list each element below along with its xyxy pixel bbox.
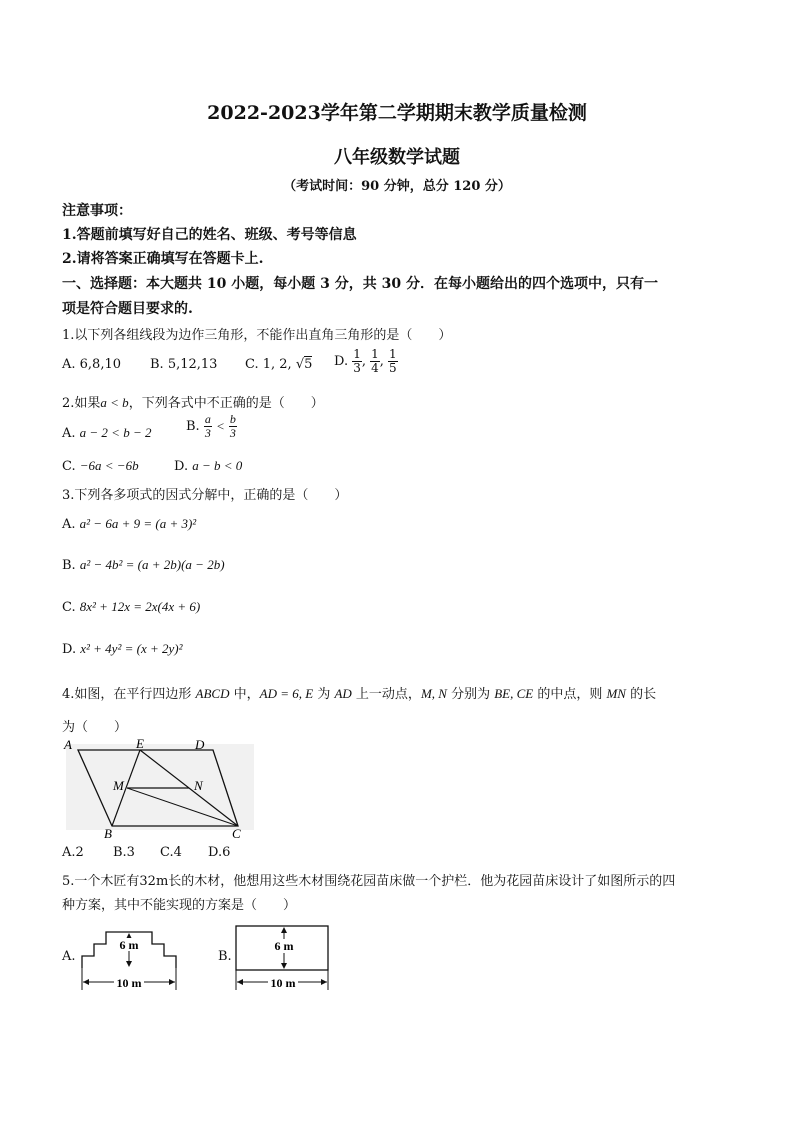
width-label: 10 m bbox=[116, 976, 142, 990]
q1-option-d-prefix: D. bbox=[334, 354, 353, 369]
fraction-b-over-3: $\frac{b}{3}$ bbox=[229, 412, 236, 440]
q3-option-d: D. x² + 4y² = (x + 2y)² bbox=[62, 641, 183, 657]
q2-option-b: B. $\frac{a}{3}$ < $\frac{b}{3}$ bbox=[186, 412, 236, 440]
width-label: 10 m bbox=[270, 976, 296, 990]
q1-option-c-root: 5 bbox=[304, 357, 313, 372]
q4-stem-line2: 为（ ） bbox=[62, 720, 128, 735]
label-e: E bbox=[136, 738, 144, 751]
exam-subtitle: 八年级数学试题 bbox=[334, 147, 460, 168]
label-c: C bbox=[232, 826, 241, 840]
label-a: A bbox=[64, 738, 72, 752]
q1-option-c bbox=[245, 357, 312, 372]
q5-stem-line1: 5.一个木匠有32m长的木材，他想用这些木材围绕花园苗床做一个护栏．他为花园苗床设计了如图所示的四 bbox=[62, 874, 676, 889]
q1-option-d: D. $\frac{1}{3}$ , $\frac{1}{4}$ , $\frac{1}{5}$ bbox=[334, 347, 397, 375]
height-arrow-down bbox=[281, 963, 287, 969]
q1-option-b: B. 5,12,13 bbox=[150, 357, 218, 372]
section1-instructions-line1: 一、选择题：本大题共 10 小题，每小题 3 分，共 30 分．在每小题给出的四个选项中，只有一 bbox=[62, 276, 658, 292]
width-arrow-right bbox=[169, 979, 175, 985]
q2-option-a: A. a − 2 < b − 2 bbox=[62, 425, 152, 441]
width-arrow-left bbox=[237, 979, 243, 985]
label-d: D bbox=[195, 738, 205, 752]
height-arrow-up bbox=[281, 927, 287, 933]
q5-figure-b bbox=[228, 920, 338, 992]
height-label: 6 m bbox=[119, 938, 139, 952]
q2-option-d: D. a − b < 0 bbox=[174, 458, 243, 474]
notes-heading: 注意事项： bbox=[62, 203, 132, 219]
label-m: M bbox=[113, 778, 124, 793]
height-label: 6 m bbox=[274, 939, 294, 953]
label-n: N bbox=[194, 778, 203, 793]
q1-option-c-prefix: C. 1, 2, bbox=[245, 357, 296, 372]
q2-stem: 2.如果a < b，下列各式中不正确的是（ ） bbox=[62, 395, 324, 411]
fraction-one-fifth: $\frac{1}{5}$ bbox=[389, 347, 397, 375]
sqrt-symbol: √ bbox=[295, 357, 305, 372]
q5-figure-b-label: B. bbox=[218, 949, 232, 964]
notes-item-2: 2.请将答案正确填写在答题卡上. bbox=[62, 251, 264, 267]
q5-figure-a-label: A. bbox=[62, 949, 76, 964]
q4-option-a: A.2 bbox=[62, 845, 84, 860]
q3-option-b: B. a² − 4b² = (a + 2b)(a − 2b) bbox=[62, 557, 225, 573]
q3-stem: 3.下列各多项式的因式分解中，正确的是（ ） bbox=[62, 488, 348, 503]
fraction-one-third: $\frac{1}{3}$ bbox=[353, 347, 361, 375]
q4-option-d: D.6 bbox=[208, 845, 231, 860]
q4-stem-line1: 4.如图，在平行四边形 ABCD 中，AD = 6, E 为 AD 上一动点，M, N 分别为 BE, CE 的中点，则 MN 的长 bbox=[62, 686, 657, 702]
q4-option-b: B.3 bbox=[113, 845, 135, 860]
q3-option-a: A. a² − 6a + 9 = (a + 3)² bbox=[62, 516, 197, 532]
q1-stem: 1.以下列各组线段为边作三角形，不能作出直角三角形的是（ ） bbox=[62, 328, 452, 343]
width-arrow-right bbox=[321, 979, 327, 985]
label-b: B bbox=[104, 826, 112, 840]
parallelogram-figure bbox=[60, 738, 260, 840]
notes-item-1: 1.答题前填写好自己的姓名、班级、考号等信息 bbox=[62, 227, 357, 243]
q2-option-c: C. −6a < −6b bbox=[62, 458, 139, 474]
height-arrow-down bbox=[126, 961, 132, 967]
fraction-a-over-3: $\frac{a}{3}$ bbox=[204, 412, 211, 440]
section1-instructions-line2: 项是符合题目要求的. bbox=[62, 301, 193, 317]
exam-info: （考试时间：90 分钟，总分 120 分） bbox=[283, 179, 511, 194]
q1-option-a: A. 6,8,10 bbox=[62, 357, 122, 372]
q3-option-c: C. 8x² + 12x = 2x(4x + 6) bbox=[62, 599, 201, 615]
width-arrow-left bbox=[83, 979, 89, 985]
q5-figure-a bbox=[74, 920, 194, 992]
exam-title: 2022-2023学年第二学期期末教学质量检测 bbox=[207, 102, 587, 124]
q5-stem-line2: 种方案，其中不能实现的方案是（ ） bbox=[62, 898, 297, 913]
fraction-one-fourth: $\frac{1}{4}$ bbox=[371, 347, 379, 375]
q4-option-c: C.4 bbox=[160, 845, 182, 860]
